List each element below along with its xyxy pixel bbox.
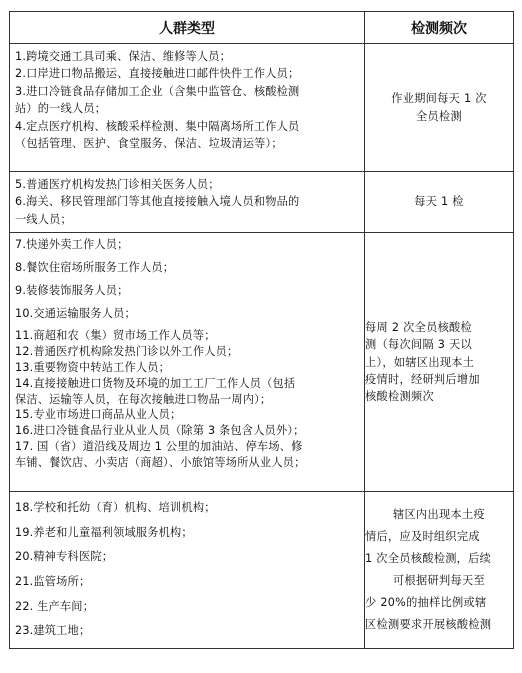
type-line: 15.专业市场进口商品从业人员；	[15, 408, 182, 422]
frequency-line: 区检测要求开展核酸检测	[365, 618, 492, 632]
type-line: 16.进口冷链食品行业从业人员（除第 3 条包含人员外）；	[15, 424, 305, 438]
type-line: 13.重要物资中转站工作人员；	[15, 361, 171, 374]
frequency-line: 全员检测	[416, 109, 462, 123]
frequency-cell	[365, 172, 514, 233]
frequency-line: 可根据研判每天至	[393, 574, 485, 588]
type-line: 8.餐饮住宿场所服务工作人员；	[15, 261, 175, 275]
type-line: 11.商超和农（集）贸市场工作人员等；	[15, 329, 216, 343]
type-line: （包括管理、医护、食堂服务、保洁、垃圾清运等）；	[15, 137, 283, 151]
frequency-line: 每天 1 检	[414, 195, 464, 209]
type-line: 14.直接接触进口货物及环境的加工工厂工作人员（包括	[15, 376, 296, 390]
frequency-line: 少 20%的抽样比例或辖	[365, 596, 487, 610]
type-line: 1.跨境交通工具司乘、保洁、维修等人员；	[15, 50, 232, 63]
frequency-line: 1 次全员核酸检测，后续	[365, 552, 492, 566]
type-line: 一线人员；	[15, 212, 72, 226]
header-population-type: 人群类型	[10, 12, 365, 44]
type-line: 车铺、餐饮店、小卖店（商超）、小旅馆等场所从业人员；	[15, 455, 306, 469]
type-line: 17. 国（省）道沿线及周边 1 公里的加油站、停车场、修	[15, 439, 303, 453]
frequency-line: 测（每次间隔 3 天以	[365, 338, 473, 352]
type-line: 6.海关、移民管理部门等其他直接接触入境人员和物品的	[15, 195, 300, 209]
type-line: 12.普通医疗机构除发热门诊以外工作人员；	[15, 345, 239, 359]
type-line: 10.交通运输服务人员；	[15, 306, 136, 320]
type-line: 站）的一线人员；	[15, 102, 107, 116]
testing-frequency-table	[9, 11, 514, 649]
table-row	[10, 233, 514, 492]
type-line: 19.养老和儿童福利领域服务机构；	[15, 525, 193, 539]
type-line: 22. 生产车间；	[15, 599, 95, 613]
type-line: 18.学校和托幼（育）机构、培训机构；	[15, 501, 216, 515]
frequency-line: 疫情时，经研判后增加	[365, 372, 480, 386]
type-line: 4.定点医疗机构、核酸采样检测、集中隔离场所工作人员	[15, 119, 300, 133]
frequency-line: 辖区内出现本土疫	[393, 508, 485, 522]
frequency-cell	[365, 44, 514, 172]
frequency-cell	[365, 492, 514, 649]
frequency-line: 核酸检测频次	[365, 390, 434, 404]
table-row	[10, 172, 514, 233]
type-line: 21.监管场所；	[15, 575, 91, 588]
table-row	[10, 492, 514, 649]
population-types-cell	[10, 492, 365, 649]
type-line: 7.快递外卖工作人员；	[15, 238, 129, 252]
type-line: 保洁、运输等人员，在每次接触进口物品一周内）；	[15, 392, 272, 406]
type-line: 2.口岸进口物品搬运、直接接触进口邮件快件工作人员；	[15, 67, 300, 81]
type-line: 23.建筑工地；	[15, 624, 91, 638]
frequency-line: 每周 2 次全员核酸检	[365, 320, 473, 334]
population-types-cell	[10, 172, 365, 233]
frequency-line: 情后，应及时组织完成	[365, 530, 480, 544]
frequency-line: 上），如辖区出现本土	[365, 355, 475, 369]
frequency-cell	[365, 233, 514, 492]
population-types-cell	[10, 233, 365, 492]
frequency-line: 作业期间每天 1 次	[391, 92, 487, 106]
table-row	[10, 44, 514, 172]
type-line: 5.普通医疗机构发热门诊相关医务人员；	[15, 178, 220, 191]
type-line: 9.装修装饰服务人员；	[15, 283, 129, 297]
type-line: 3.进口冷链食品存储加工企业（含集中监管仓、核酸检测	[15, 84, 300, 98]
header-testing-frequency: 检测频次	[365, 12, 514, 44]
type-line: 20.精神专科医院；	[15, 550, 114, 564]
population-types-cell	[10, 44, 365, 172]
